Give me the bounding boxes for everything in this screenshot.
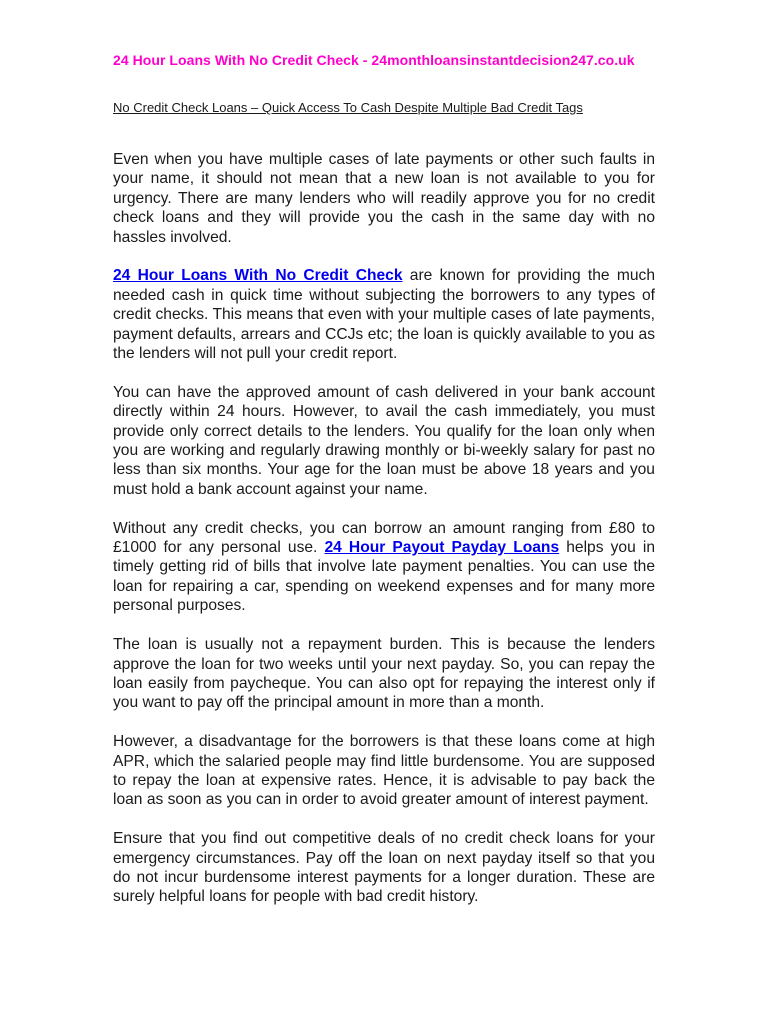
document-body: [113, 150, 655, 907]
document-title: 24 Hour Loans With No Credit Check - 24monthloansinstantdecision247.co.uk: [113, 52, 635, 68]
paragraph-4-text-after: helps you in timely getting rid of bills that involve late payment penalties. You can use the loan for repairing a car, spending on weekend expenses and for many more personal purposes.: [113, 539, 655, 615]
document-page: [113, 52, 655, 907]
link-24-hour-payout-payday-loans[interactable]: 24 Hour Payout Payday Loans: [324, 539, 560, 557]
paragraph-3: You can have the approved amount of cash delivered in your bank account directly within 24 hours. However, to avail the cash immediately, you must provide only correct details to the lenders. You qualify for the loan only when you are working and regularly drawing monthly or bi-weekly salary for past no less than six months. Your age for the loan must be above 18 years and you must hold a bank account against your name.: [113, 383, 655, 498]
paragraph-6: However, a disadvantage for the borrowers is that these loans come at high APR, which the salaried people may find little burdensome. You are supposed to repay the loan at expensive rates. Hence, it is advisable to pay back the loan as soon as you can in order to avoid greater amount of interest payment.: [113, 733, 655, 809]
paragraph-2: [113, 266, 655, 363]
paragraph-7: Ensure that you find out competitive deals of no credit check loans for your emergency circumstances. Pay off the loan on next payday itself so that you do not incur burdensome interest payments for a longer duration. These are surely helpful loans for people with bad credit history.: [113, 830, 655, 906]
paragraph-4-text-before: Without any credit checks, you can borrow an amount ranging from £80 to £1000 for any personal use.: [113, 519, 655, 557]
paragraph-4: [113, 519, 655, 616]
paragraph-1: Even when you have multiple cases of late payments or other such faults in your name, it should not mean that a new loan is not available to you for urgency. There are many lenders who will readily approve you for no credit check loans and they will provide you the cash in the same day with no hassles involved.: [113, 151, 655, 246]
paragraph-5: The loan is usually not a repayment burden. This is because the lenders approve the loan for two weeks until your next payday. So, you can repay the loan easily from paycheque. You can also opt for repaying the interest only if you want to pay off the principal amount in more than a month.: [113, 636, 655, 712]
document-subtitle: No Credit Check Loans – Quick Access To Cash Despite Multiple Bad Credit Tags: [113, 100, 583, 115]
paragraph-2-text: are known for providing the much needed cash in quick time without subjecting the borrowers to any types of credit checks. This means that even with your multiple cases of late payments, payment defaults, arrears and CCJs etc; the loan is quickly available to you as the lenders will not pull your credit report.: [113, 267, 655, 363]
link-24-hour-loans-no-credit-check[interactable]: 24 Hour Loans With No Credit Check: [113, 267, 403, 285]
